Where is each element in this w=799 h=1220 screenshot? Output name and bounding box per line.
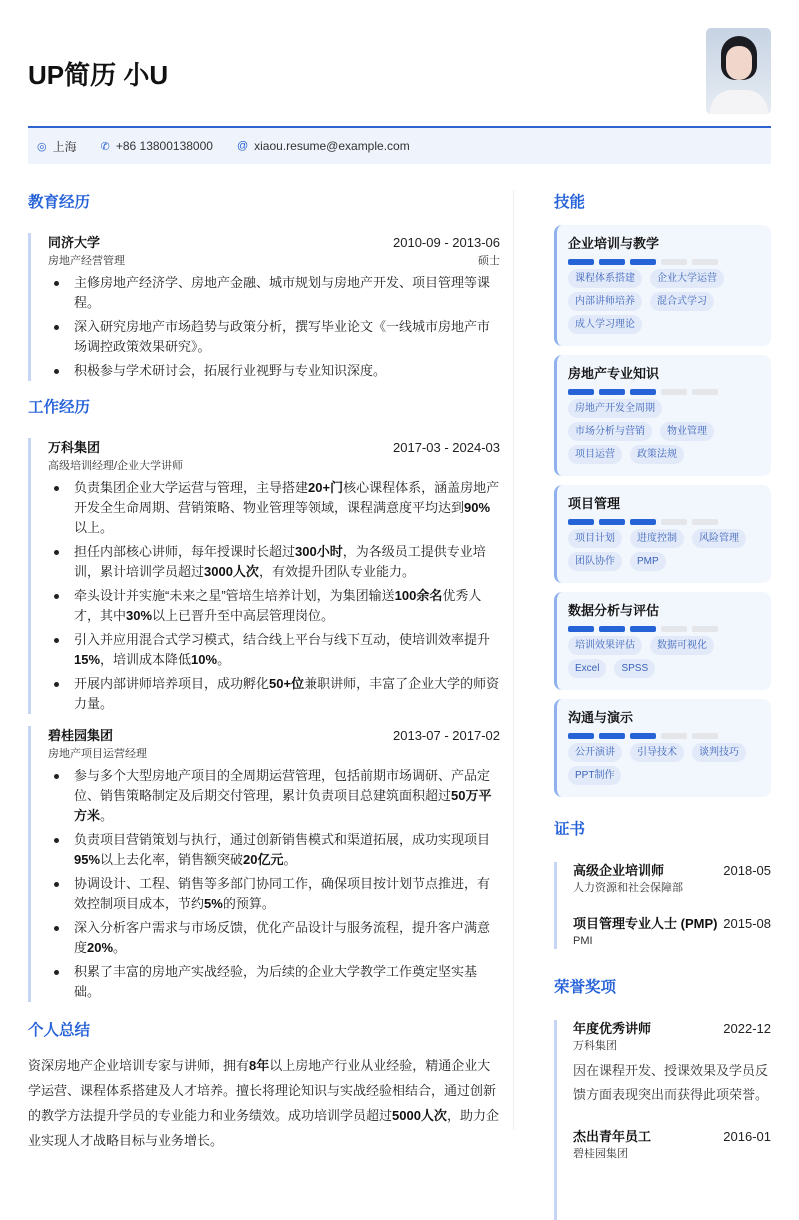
email-link[interactable]: xiaou.resume@example.com [254, 139, 410, 153]
text-segment: 牵头设计并实施“未来之星”管培生培养计划，为集团输送 [74, 588, 395, 603]
skill-card [554, 592, 771, 690]
award-list [554, 1020, 771, 1220]
level-segment [599, 733, 625, 739]
text-segment: 。 [217, 652, 231, 667]
highlight-text: 20+门 [308, 480, 344, 495]
level-segment [599, 626, 625, 632]
highlight-text: 5000人次 [392, 1108, 447, 1123]
bullet-item [48, 586, 500, 626]
highlight-text: 90% [464, 500, 491, 515]
work-entry [28, 438, 500, 714]
skill-name: 项目管理 [568, 496, 621, 511]
bullet-item [48, 962, 500, 1002]
text-segment: 开展内部讲师培养项目，成功孵化 [74, 676, 270, 691]
text-segment: 负责集团企业大学运营与管理，主导搭建 [74, 480, 309, 495]
certificate-issuer: PMI [573, 935, 593, 947]
skill-tag: 公开演讲 [568, 743, 622, 762]
text-segment: 担任内部核心讲师，每年授课时长超过 [74, 544, 296, 559]
text-segment: 以上已晋升至中高层管理岗位。 [152, 608, 335, 623]
work-bullets [48, 478, 500, 714]
skill-tag: Excel [568, 659, 606, 678]
highlight-text: 50+位 [269, 676, 305, 691]
text-segment: ，助力企业实现人才战略目标与业务增长。 [28, 1108, 499, 1148]
education-bullets [48, 273, 500, 381]
skill-tag: PMP [630, 552, 666, 571]
skill-tag: 培训效果评估 [568, 636, 642, 655]
highlight-text: 20% [87, 940, 114, 955]
level-segment [568, 626, 594, 632]
skill-tag: 混合式学习 [650, 292, 714, 311]
text-segment: 引入并应用混合式学习模式，结合线上平台与线下互动，使培训效率提升 [74, 632, 491, 647]
skills-list [554, 225, 771, 797]
bullet-item [48, 361, 500, 381]
level-segment [630, 733, 656, 739]
skill-tag: 物业管理 [660, 422, 714, 441]
text-segment: 积极参与学术研讨会，拓展行业视野与专业知识深度。 [74, 363, 387, 378]
award-date: 2016-01 [723, 1129, 771, 1144]
highlight-text: 300小时 [295, 544, 343, 559]
major: 房地产经营管理 [48, 255, 125, 267]
level-segment [692, 259, 718, 265]
education-entry [28, 233, 500, 381]
bullet-item [48, 542, 500, 582]
text-segment: 积累了丰富的房地产实战经验，为后续的企业大学教学工作奠定坚实基础。 [74, 964, 478, 999]
award-name: 杰出青年员工 [573, 1129, 652, 1144]
level-segment [568, 389, 594, 395]
highlight-text: 20亿元 [243, 852, 284, 867]
skill-level-bar [568, 519, 761, 525]
level-segment [630, 259, 656, 265]
highlight-text: 5% [204, 896, 223, 911]
work-heading: 工作经历 [28, 399, 91, 416]
text-segment: 深入研究房地产市场趋势与政策分析，撰写毕业论文《一线城市房地产市场调控政策效果研究》。 [74, 319, 491, 354]
bullet-item [48, 478, 500, 538]
work-entry [28, 726, 500, 1002]
skill-tag: 房地产开发全周期 [568, 399, 662, 418]
level-segment [692, 733, 718, 739]
level-segment [568, 519, 594, 525]
bullet-item [48, 273, 500, 313]
skill-tag: 课程体系搭建 [568, 269, 642, 288]
skill-level-bar [568, 259, 761, 265]
certificate-issuer: 人力资源和社会保障部 [573, 882, 683, 894]
text-segment: 。 [113, 940, 127, 955]
highlight-text: 100余名 [394, 588, 443, 603]
award-description: 因在课程开发、授课效果及学员反馈方面表现突出而获得此项荣誉。 [573, 1063, 769, 1102]
skill-tags [568, 636, 761, 682]
skill-tags [568, 529, 761, 575]
certificate-name: 高级企业培训师 [573, 863, 665, 878]
text-segment: 兼职讲师，丰富了企业大学的师资力量。 [74, 676, 500, 711]
skill-tag: 成人学习理论 [568, 315, 642, 334]
skill-tag: SPSS [614, 659, 655, 678]
award-org: 万科集团 [573, 1040, 617, 1052]
awards-heading: 荣誉奖项 [554, 979, 617, 996]
level-segment [692, 519, 718, 525]
bullet-item [48, 317, 500, 357]
skill-tags [568, 269, 761, 338]
school-name: 同济大学 [48, 235, 101, 250]
main-column [28, 192, 500, 1153]
level-segment [630, 389, 656, 395]
skill-card [554, 485, 771, 583]
award-name: 年度优秀讲师 [573, 1021, 652, 1036]
skill-tag: 企业大学运营 [650, 269, 724, 288]
degree: 硕士 [478, 255, 500, 267]
text-segment: 资深房地产企业培训专家与讲师，拥有 [28, 1058, 250, 1073]
education-heading: 教育经历 [28, 194, 91, 211]
text-segment: 参与多个大型房地产项目的全周期运营管理，包括前期市场调研、产品定位、销售策略制定及后期交付管理，累计负责项目总建筑面积超过 [74, 768, 491, 803]
highlight-text: 95% [74, 852, 101, 867]
email-at-icon: @ [236, 140, 249, 152]
skill-level-bar [568, 733, 761, 739]
profile-photo [706, 28, 771, 114]
text-segment: 。 [283, 852, 297, 867]
skill-card [554, 225, 771, 346]
location-text: 上海 [52, 139, 77, 154]
skill-level-bar [568, 389, 761, 395]
side-column [554, 192, 771, 1220]
skill-tag: 内部讲师培养 [568, 292, 642, 311]
skill-name: 沟通与演示 [568, 710, 634, 725]
text-segment: ，培训成本降低 [100, 652, 192, 667]
text-segment: 主修房地产经济学、房地产金融、城市规划与房地产开发、项目管理等课程。 [74, 275, 491, 310]
education-date: 2010-09 - 2013-06 [393, 235, 500, 250]
level-segment [661, 519, 687, 525]
skill-name: 房地产专业知识 [568, 366, 660, 381]
skill-tags [568, 399, 761, 468]
text-segment: ，有效提升团队专业能力。 [258, 564, 415, 579]
skill-tag: 谈判技巧 [692, 743, 746, 762]
text-segment: 深入分析客户需求与市场反馈，优化产品设计与服务流程，提升客户满意度 [74, 920, 491, 955]
text-segment: 优秀人才，其中 [74, 588, 482, 623]
text-segment: 核心课程体系，涵盖房地产开发全生命周期、营销策略、物业管理等领域，课程满意度平均达到 [74, 480, 500, 515]
text-segment: 。 [100, 808, 114, 823]
skill-tag: 项目计划 [568, 529, 622, 548]
text-segment: 负责项目营销策划与执行，通过创新销售模式和渠道拓展，成功实现项目 [74, 832, 491, 847]
company-name: 万科集团 [48, 440, 101, 455]
bullet-item [48, 674, 500, 714]
bullet-item [48, 874, 500, 914]
level-segment [661, 389, 687, 395]
highlight-text: 15% [74, 652, 101, 667]
certificates-heading: 证书 [554, 821, 586, 838]
phone-text: +86 13800138000 [115, 139, 213, 153]
work-bullets [48, 766, 500, 1002]
highlight-text: 50万平方米 [74, 788, 492, 823]
text-segment: 以上去化率，销售额突破 [100, 852, 244, 867]
summary-heading: 个人总结 [28, 1022, 91, 1039]
text-segment: 以上房地产行业从业经验，精通企业大学运营、课程体系搭建及人才培养。擅长将理论知识与实战经验相结合，通过创新的教学方法提升学员的专业能力和业务绩效。成功培训学员超过 [28, 1058, 497, 1123]
work-date: 2013-07 - 2017-02 [393, 728, 500, 743]
skill-tag: 数据可视化 [650, 636, 714, 655]
skill-tags [568, 743, 761, 789]
skill-tag: 政策法规 [630, 445, 684, 464]
level-segment [599, 519, 625, 525]
bullet-item [48, 766, 500, 826]
skill-tag: PPT制作 [568, 766, 621, 785]
highlight-text: 10% [191, 652, 218, 667]
skill-tag: 项目运营 [568, 445, 622, 464]
level-segment [661, 259, 687, 265]
award-org: 碧桂园集团 [573, 1148, 628, 1160]
highlight-text: 30% [126, 608, 153, 623]
location-pin-icon: ◎ [37, 140, 47, 153]
text-segment: 协调设计、工程、销售等多部门协同工作，确保项目按计划节点推进，有效控制项目成本，节约 [74, 876, 491, 911]
column-divider [513, 190, 514, 1130]
company-name: 碧桂园集团 [48, 728, 114, 743]
bullet-item [48, 918, 500, 958]
text-segment: ，为各级员工提供专业培训，累计培训学员超过 [74, 544, 486, 579]
skill-card [554, 355, 771, 476]
certificate-list [554, 862, 771, 949]
certificate-date: 2015-08 [723, 916, 771, 931]
certificate-date: 2018-05 [723, 863, 771, 878]
level-segment [630, 519, 656, 525]
level-segment [568, 259, 594, 265]
level-segment [599, 389, 625, 395]
job-title: 房地产项目运营经理 [48, 748, 147, 760]
level-segment [692, 626, 718, 632]
skill-tag: 风险管理 [692, 529, 746, 548]
job-title: 高级培训经理/企业大学讲师 [48, 460, 184, 472]
skills-heading: 技能 [554, 194, 586, 211]
summary-text [28, 1053, 500, 1153]
level-segment [599, 259, 625, 265]
candidate-name: UP简历 小U [28, 60, 169, 90]
skill-tag: 团队协作 [568, 552, 622, 571]
skill-name: 企业培训与教学 [568, 236, 660, 251]
skill-level-bar [568, 626, 761, 632]
skill-name: 数据分析与评估 [568, 603, 660, 618]
bullet-item [48, 630, 500, 670]
skill-tag: 市场分析与营销 [568, 422, 652, 441]
highlight-text: 3000人次 [204, 564, 259, 579]
text-segment: 的预算。 [222, 896, 275, 911]
work-date: 2017-03 - 2024-03 [393, 440, 500, 455]
skill-tag: 引导技术 [630, 743, 684, 762]
skill-tag: 进度控制 [630, 529, 684, 548]
contact-bar [28, 128, 771, 164]
level-segment [661, 733, 687, 739]
certificate-name: 项目管理专业人士 (PMP) [573, 916, 718, 931]
phone-icon: ✆ [100, 140, 110, 153]
level-segment [692, 389, 718, 395]
highlight-text: 8年 [249, 1058, 270, 1073]
bullet-item [48, 830, 500, 870]
level-segment [568, 733, 594, 739]
resume-header [28, 28, 771, 114]
level-segment [630, 626, 656, 632]
skill-card [554, 699, 771, 797]
level-segment [661, 626, 687, 632]
text-segment: 以上。 [74, 520, 114, 535]
award-date: 2022-12 [723, 1021, 771, 1036]
